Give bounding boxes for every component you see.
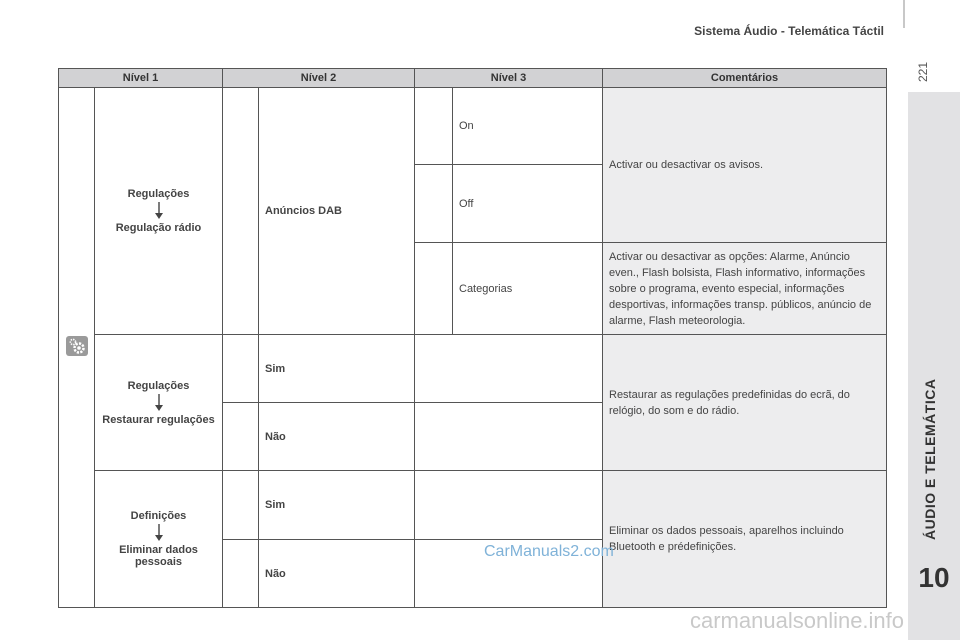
settings-table xyxy=(58,68,887,608)
top-divider-line xyxy=(903,0,905,28)
comment-avisos: Activar ou desactivar os avisos. xyxy=(603,88,887,243)
chapter-title: ÁUDIO E TELEMÁTICA xyxy=(922,378,938,540)
level2-blank-cell xyxy=(223,540,259,608)
menu-path-top: Regulações xyxy=(127,188,190,200)
header-level2: Nível 2 xyxy=(223,69,415,88)
chapter-number: 10 xyxy=(918,562,950,593)
page-number: 221 xyxy=(916,61,930,82)
watermark-carmanuals2: CarManuals2.com xyxy=(484,543,614,560)
page-header-title: Sistema Áudio - Telemática Táctil xyxy=(694,24,884,38)
header-level1: Nível 1 xyxy=(59,69,223,88)
level2-blank-cell xyxy=(223,403,259,471)
arrow-down-icon xyxy=(154,524,164,542)
chapter-side-tab xyxy=(908,92,960,640)
level3-on: On xyxy=(453,88,603,165)
table-row xyxy=(59,335,887,403)
level3-blank-cell xyxy=(415,165,453,243)
level2-blank-cell xyxy=(223,88,259,335)
level2-anuncios-dab: Anúncios DAB xyxy=(259,88,415,335)
comment-restaurar: Restaurar as regulações predefinidas do ecrã, do relógio, do som e do rádio. xyxy=(603,335,887,471)
comment-categorias: Activar ou desactivar as opções: Alarme, Anúncio even., Flash bolsista, Flash informativo, informações sobre o programa, evento especial, informações desportivas, informações transp. públicos, anúncio de alarme, Flash meteorologia. xyxy=(603,243,887,335)
level2-blank-cell xyxy=(223,471,259,540)
settings-gear-icon xyxy=(66,336,88,356)
menu-path-bottom: Restaurar regulações xyxy=(102,413,215,426)
level3-empty-cell xyxy=(415,471,603,540)
header-comments: Comentários xyxy=(603,69,887,88)
level2-blank-cell xyxy=(223,335,259,403)
menu-path-regulacao-radio xyxy=(95,88,223,335)
table-row xyxy=(59,471,887,540)
menu-path-restaurar-regulacoes xyxy=(95,335,223,471)
level2-nao: Não xyxy=(259,403,415,471)
level2-sim: Sim xyxy=(259,335,415,403)
menu-path-top: Regulações xyxy=(127,379,190,392)
table-row xyxy=(59,88,887,165)
menu-path-top: Definições xyxy=(130,510,187,522)
level2-sim: Sim xyxy=(259,471,415,540)
header-level3: Nível 3 xyxy=(415,69,603,88)
level3-blank-cell xyxy=(415,88,453,165)
menu-path-bottom: Regulação rádio xyxy=(115,222,202,234)
table-header-row xyxy=(59,69,887,88)
menu-path-bottom: Eliminar dados pessoais xyxy=(119,544,198,568)
level2-nao: Não xyxy=(259,540,415,608)
level3-off: Off xyxy=(453,165,603,243)
level3-blank-cell xyxy=(415,243,453,335)
level3-empty-cell xyxy=(415,403,603,471)
comment-eliminar: Eliminar os dados pessoais, aparelhos incluindo Bluetooth e prédefinições. xyxy=(603,471,887,608)
level3-categorias: Categorias xyxy=(453,243,603,335)
level3-empty-cell xyxy=(415,335,603,403)
watermark-carmanualsonline: carmanualsonline.info xyxy=(690,608,905,633)
arrow-down-icon xyxy=(154,394,164,412)
arrow-down-icon xyxy=(154,202,164,220)
level1-icon-cell xyxy=(59,88,95,608)
menu-path-eliminar-dados xyxy=(95,471,223,608)
